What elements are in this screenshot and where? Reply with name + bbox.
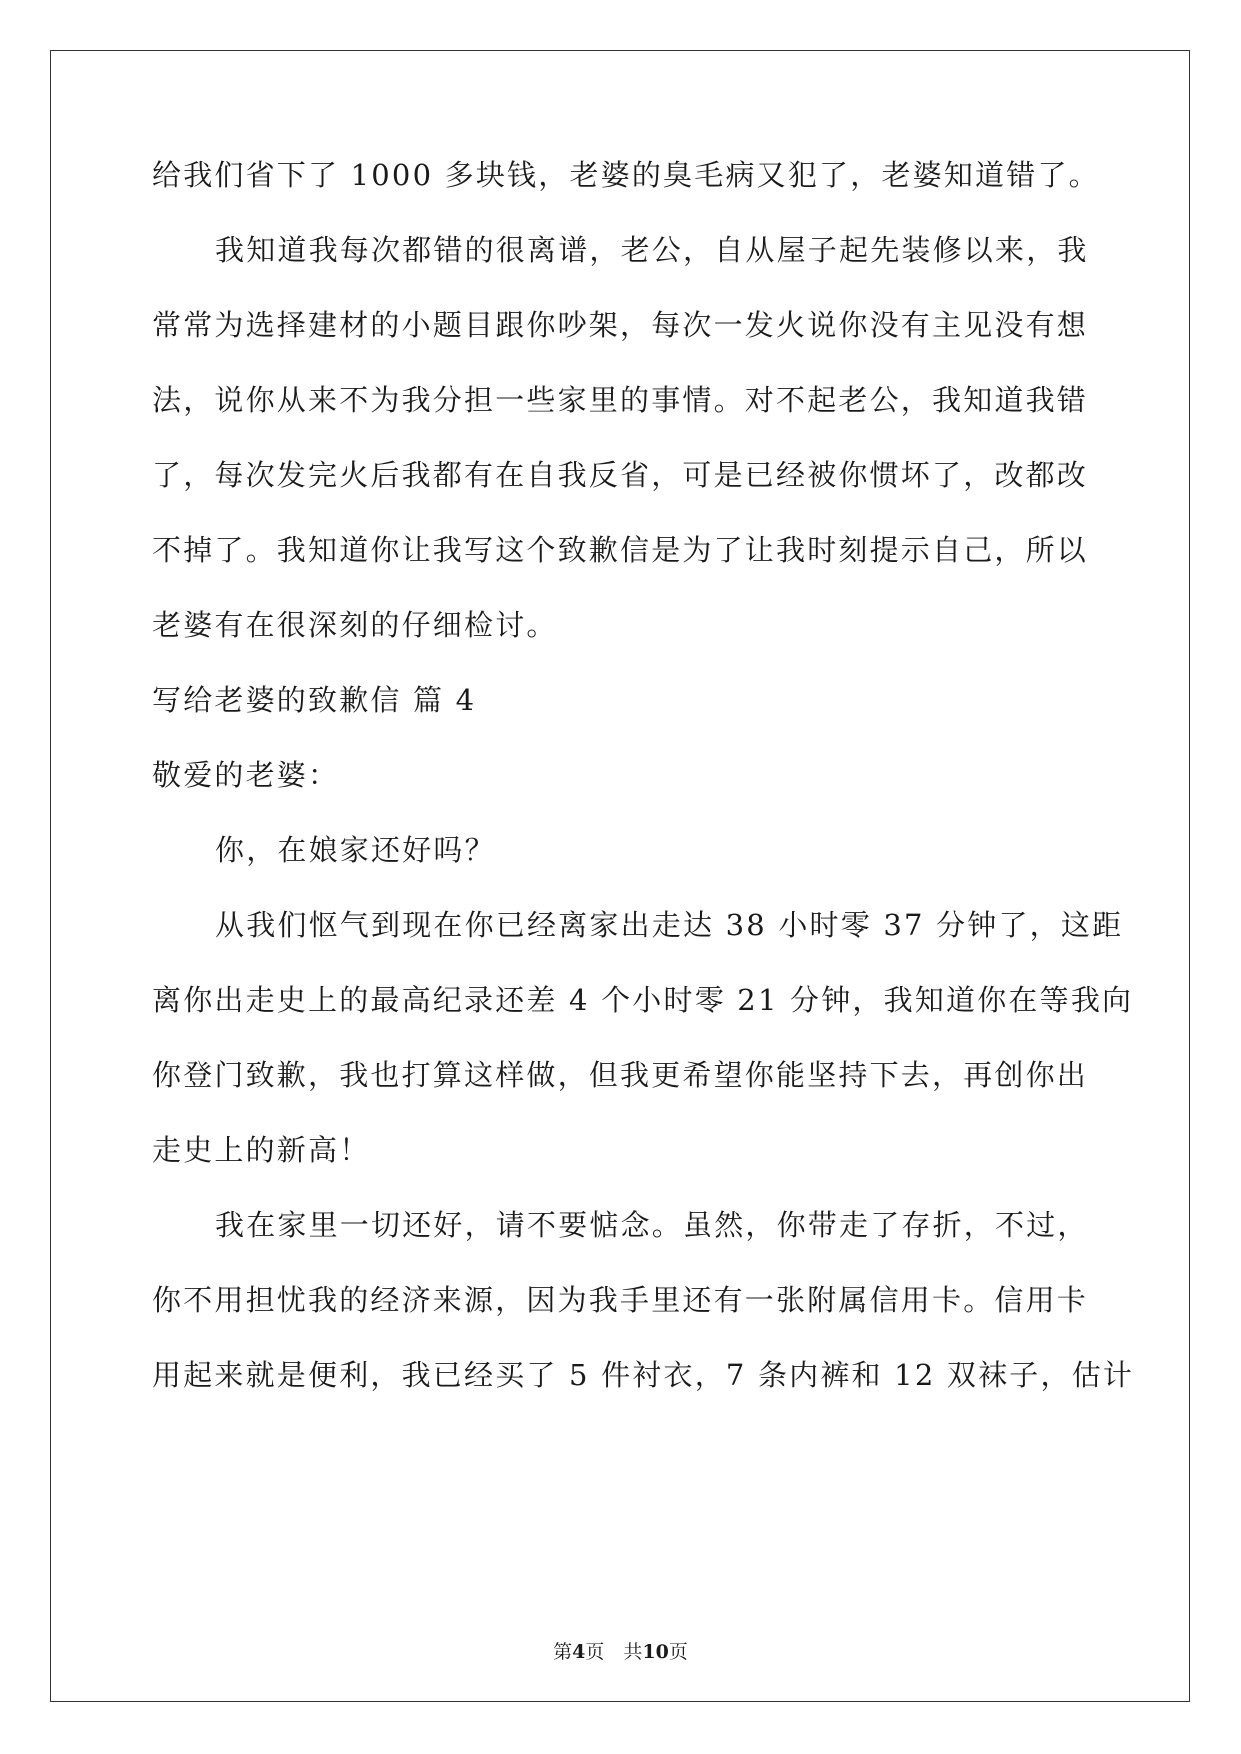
page-footer — [0, 1640, 1241, 1664]
text-line: 不掉了。我知道你让我写这个致歉信是为了让我时刻提示自己，所以 — [152, 533, 1089, 567]
text-line: 法，说你从来不为我分担一些家里的事情。对不起老公，我知道我错 — [152, 383, 1089, 417]
text-line: 你登门致歉，我也打算这样做，但我更希望你能坚持下去，再创你出 — [152, 1058, 1089, 1092]
page-border — [50, 50, 1190, 1702]
salutation: 敬爱的老婆： — [152, 758, 340, 792]
text-line: 离你出走史上的最高纪录还差 4 个小时零 21 分钟，我知道你在等我向 — [152, 983, 1134, 1017]
text-line: 了，每次发完火后我都有在自我反省，可是已经被你惯坏了，改都改 — [152, 458, 1089, 492]
text-line: 走史上的新高！ — [152, 1133, 371, 1167]
text-line: 从我们怄气到现在你已经离家出走达 38 小时零 37 分钟了，这距 — [215, 908, 1124, 942]
text-line: 我知道我每次都错的很离谱，老公，自从屋子起先装修以来，我 — [215, 233, 1089, 267]
footer-mid: 页 共 — [585, 1641, 643, 1663]
page-number: 4 — [572, 1641, 586, 1663]
footer-prefix: 第 — [553, 1641, 573, 1663]
text-line: 我在家里一切还好，请不要惦念。虽然，你带走了存折，不过， — [215, 1208, 1089, 1242]
text-line: 你，在娘家还好吗？ — [215, 833, 496, 867]
total-pages: 10 — [642, 1641, 669, 1663]
text-line: 给我们省下了 1000 多块钱，老婆的臭毛病又犯了，老婆知道错了。 — [152, 158, 1100, 192]
footer-suffix: 页 — [668, 1641, 688, 1663]
text-line: 你不用担忧我的经济来源，因为我手里还有一张附属信用卡。信用卡 — [152, 1283, 1089, 1317]
text-line: 常常为选择建材的小题目跟你吵架，每次一发火说你没有主见没有想 — [152, 308, 1089, 342]
text-line: 老婆有在很深刻的仔细检讨。 — [152, 608, 558, 642]
text-line: 用起来就是便利，我已经买了 5 件衬衣，7 条内裤和 12 双袜子，估计 — [152, 1358, 1135, 1392]
section-heading: 写给老婆的致歉信 篇 4 — [152, 683, 477, 717]
